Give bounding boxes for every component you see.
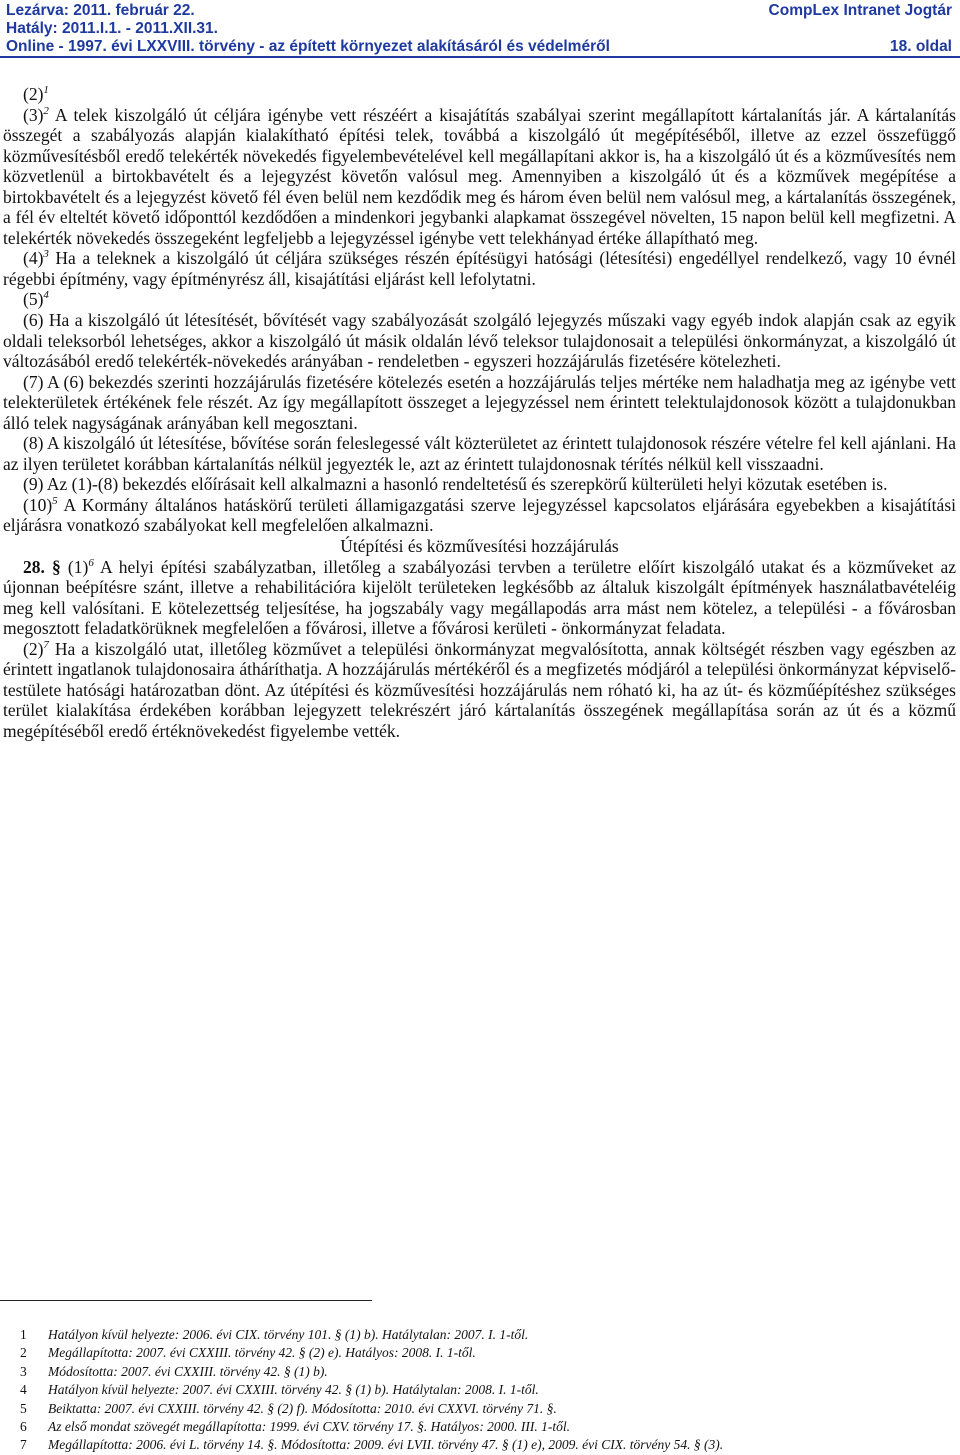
footnote: 1 Hatályon kívül helyezte: 2006. évi CIX. törvény 101. § (1) b). Hatálytalan: 2007. I. 1-től. (20, 1327, 529, 1342)
footnote: 2 Megállapította: 2007. évi CXXIII. törvény 42. § (2) e). Hatályos: 2008. I. 1-től. (20, 1345, 476, 1361)
footnote: 7 Megállapította: 2006. évi L. törvény 14. §. Módosította: 2009. évi LVII. törvény 47. § (1) e), 2009. évi CIX. törvény 54. § (3). (20, 1437, 724, 1453)
paragraph-10: $(10)^5$ A Kormány általános hatáskörű területi államigazgatási szerve lejegyzéssel kapcsolatos eljárására egyebekben a kisajátítási eljárásra vonatkozó szabályokat kell megfelelően alkalmazni. (3, 494, 956, 536)
footnote: 4 Hatályon kívül helyezte: 2007. évi CXXIII. törvény 42. § (1) b). Hatálytalan: 2008. I. 1-től. (20, 1382, 539, 1398)
section-28-paragraph-2: $(2)^7$ Ha a kiszolgáló utat, illetőleg közművet a települési önkormányzat megvalósította, annak költségét részben vagy egészben az érintett ingatlanok tulajdonosaira átháríthatja. A hozzájárulás mértékéről és a megfizetés módjáról a települési önkormányzat képviselő-testülete hatósági határozatban dönt. Az útépítési és közművesítési hozzájárulás nem róható ki, ha az út- és közműépítéshez szükséges terület kialakítása érdekében korábban lejegyzett telekrészért járó kártalanítás összegének megállapítása során az út és a közmű megépítéséből eredő értéknövekedést figyelembe vették. (3, 638, 956, 741)
footnote-ref[interactable]: 2 (43, 104, 49, 117)
footnote-divider (0, 1300, 372, 1301)
header-divider (0, 56, 960, 58)
footnote-ref[interactable]: 7 (43, 638, 49, 651)
footnote: 3 Módosította: 2007. évi CXXIII. törvény 42. § (1) b). (20, 1363, 328, 1379)
product-name: CompLex Intranet Jogtár (768, 2, 952, 19)
footnote-ref[interactable]: 4 (43, 289, 49, 302)
paragraph-8: (8) A kiszolgáló út létesítése, bővítése során feleslegessé vált közterületet az érintett tulajdonosok részére vételre fel kell ajánlani. Ha az ilyen területet korábban kártalanítás nélkül jegyezték le, azt az érintett tulajdonosnak térítés nélkül kell visszaadni. (3, 433, 956, 474)
footnote-ref[interactable]: 5 (52, 495, 58, 508)
footnote: 5 Beiktatta: 2007. évi CXXIII. törvény 42. § (2) f). Módosította: 2010. évi CXXVI. törvény 71. §. (20, 1400, 557, 1416)
paragraph-7: (7) A (6) bekezdés szerinti hozzájárulás fizetésére kötelezés esetén a hozzájárulás teljes mértéke nem haladhatja meg az igénybe vett telekterületek értékének fele részét. Az így megállapított összeget a lejegyzéssel nem érintett telektulajdonosok között a tulajdonukban álló telek nagyságának arányában kell megosztani. (3, 371, 956, 433)
section-number: 28. (23, 556, 45, 577)
paragraph-4: $(4)^3$ Ha a teleknek a kiszolgáló út céljára szükséges részén építésügyi hatósági (létesítési) engedéllyel rendelkező, vagy 10 évnél régebbi építmény, vagy építményrész áll, kisajátítási eljárást kell lefolytatni. (3, 248, 956, 289)
footnote-ref[interactable]: 1 (43, 84, 49, 97)
paragraph-6: (6) Ha a kiszolgáló út létesítését, bővítését vagy szabályozását szolgáló lejegyzés műszaki vagy egyéb indok alapján csak az egyik oldali teleksorból lehetséges, akkor a kiszolgáló út másik oldalán lévő teleksor tulajdonosait a települési önkormányzat, a kiszolgáló út változásából eredő telekérték-növekedés arányában - rendeletben - egyszeri hozzájárulás fizetésére kötelezheti. (3, 310, 956, 372)
section-28-paragraph-1: 28. § $(1)^6$ A helyi építési szabályzatban, illetőleg a szabályozási tervben a területre előírt kiszolgáló utakat és a közműveket az újonnan beépítésre szánt, illetve a rehabilitációra kijelölt területeken legkésőbb az általuk kiszolgált építmények használatbavételéig meg kell valósítani. E kötelezettség teljesítése, ha jogszabály vagy megállapodás arra mást nem kötelez, a települési - a fővárosban megosztott feladatkörüknek megfelelően a fővárosi, illetve a fővárosi kerületi - önkormányzat feladata. (3, 556, 957, 639)
paragraph-9: (9) Az (1)-(8) bekezdés előírásait kell alkalmazni a hasonló rendeltetésű és szerepkörű külterületi helyi közutak esetében is. (23, 474, 888, 495)
page-header (0, 0, 960, 76)
section-sign: § (52, 556, 61, 577)
paragraph-3: $(3)^2$ A telek kiszolgáló út céljára igénybe vett részéért a kisajátítás szabályai szerint megállapított kártalanítás jár. A kártalanítás összegét a szabályozás alapján kialakítható építési telek, továbbá a kiszolgáló út megépítéséből, illetve az ezzel összefüggő közművesítésből eredő telekérték növekedés figyelembevételével kell megállapítani akkor is, ha a kiszolgáló út és a közművesítés nem közvetlenül a birtokbavételt és a lejegyzést követőn valósul meg. Amennyiben a kiszolgáló út és a közművek megépítése a birtokbavételt és a lejegyzést követő fél éven belül nem kezdődik meg és három éven belül nem valósul meg, a kártalanítás összegének, a fél év elteltét követő időponttól kezdődően a mindenkori jegybanki alapkamat összegével növelten, 15 napon belül kell megfizetni. A telekérték növekedés összegeként legfeljebb a lejegyzéssel igénybe vett telekhányad értéke állapítható meg. (3, 104, 956, 248)
page-number: 18. oldal (889, 38, 952, 55)
footnote-list (20, 1326, 950, 1455)
header-row-1 (6, 1, 952, 21)
document-body (3, 84, 956, 742)
section-heading: Útépítési és közművesítési hozzájárulás (340, 536, 619, 557)
footnote-ref[interactable]: 6 (88, 556, 94, 569)
header-row-3 (6, 37, 952, 57)
law-title: Online - 1997. évi LXXVIII. törvény - az épített környezet alakításáról és védelméről (6, 38, 610, 55)
validity-period: Hatály: 2011.I.1. - 2011.XII.31. (6, 20, 218, 37)
paragraph-5: $(5)^4$ (23, 289, 49, 310)
footnote: 6 Az első mondat szövegét megállapította: 1999. évi CXV. törvény 17. §. Hatályos: 2000. III. 1-től. (20, 1419, 571, 1435)
closing-date: Lezárva: 2011. február 22. (6, 2, 195, 19)
header-row-2 (6, 19, 952, 39)
footnote-ref[interactable]: 3 (43, 248, 49, 261)
paragraph-2: $(2)^1$ (23, 84, 49, 104)
